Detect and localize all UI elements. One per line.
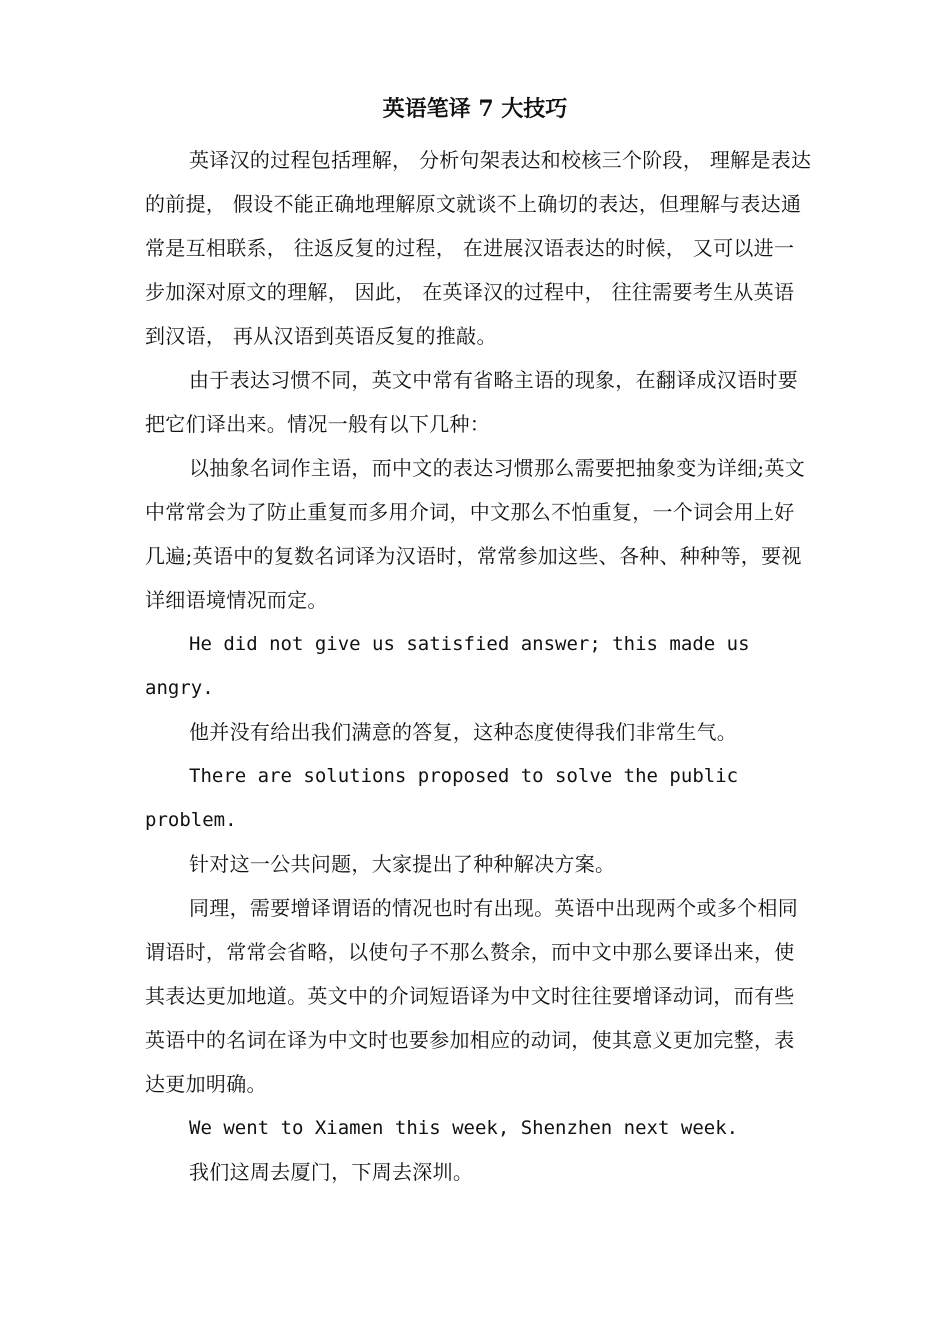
example-chinese-3: 我们这周去厦门，下周去深圳。 (189, 1160, 474, 1184)
paragraph-predicate: 同理，需要增译谓语的情况也时有出现。英语中出现两个或多个相同谓语时，常常会省略，以使句子不那么赘余，而中文中那么要译出来，使其表达更加地道。英文中的介词短语译为中文时往往要增译动词，而有些英语中的名词在译为中文时也要参加相应的动词，使其意义更加完整，表达更加明确。 (145, 896, 798, 1096)
example-english-2: There are solutions proposed to solve the public problem. (145, 765, 739, 831)
example-chinese-2: 针对这一公共问题，大家提出了种种解决方案。 (189, 852, 616, 876)
document-body (145, 138, 813, 1194)
paragraph-intro: 英译汉的过程包括理解， 分析句架表达和校核三个阶段， 理解是表达的前提， 假设不能正确地理解原文就谈不上确切的表达，但理解与表达通常是互相联系， 往返反复的过程， 在进展汉语表达的时候， 又可以进一步加深对原文的理解， 因此， 在英译汉的过程中， 往往需要考生从英语到汉语， 再从汉语到英语反复的推敲。 (145, 148, 812, 348)
paragraph-omitted-subject: 由于表达习惯不同，英文中常有省略主语的现象，在翻译成汉语时要把它们译出来。情况一般有以下几种： (145, 368, 798, 436)
paragraph-abstract-nouns: 以抽象名词作主语，而中文的表达习惯那么需要把抽象变为详细;英文中常常会为了防止重复而多用介词，中文那么不怕重复，一个词会用上好几遍;英语中的复数名词译为汉语时，常常参加这些、各种、种种等，要视详细语境情况而定。 (145, 456, 806, 612)
example-english-1: He did not give us satisfied answer; this made us angry. (145, 633, 750, 699)
example-chinese-1: 他并没有给出我们满意的答复，这种态度使得我们非常生气。 (189, 720, 738, 744)
example-english-3: We went to Xiamen this week, Shenzhen next week. (189, 1117, 739, 1139)
document-title: 英语笔译 7 大技巧 (382, 96, 568, 122)
